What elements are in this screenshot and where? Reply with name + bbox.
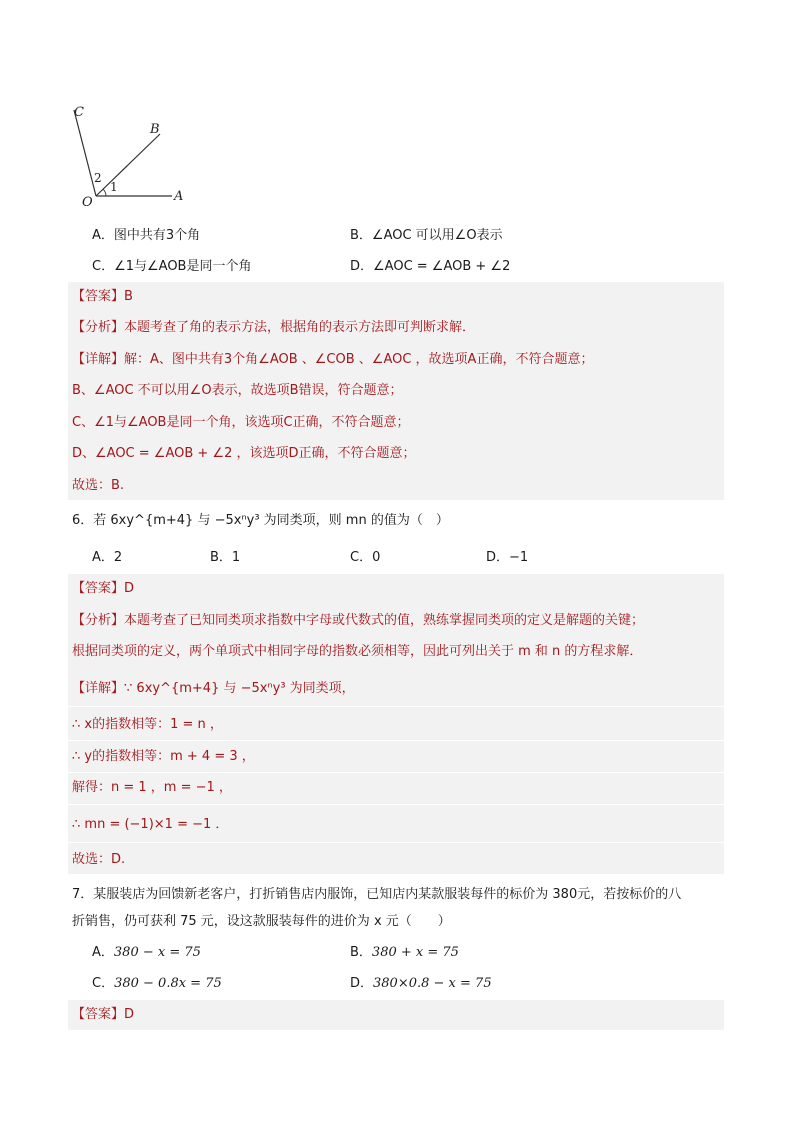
detail-label: 【详解】 bbox=[72, 681, 125, 696]
angle-figure bbox=[70, 98, 200, 208]
analysis-label: 【分析】 bbox=[72, 320, 125, 335]
q7-stem-line-2: 折销售，仍可获利 75 元，设这款服装每件的进价为 x 元（ ） bbox=[72, 914, 451, 929]
detail-label: 【详解】 bbox=[72, 352, 125, 367]
label-b: B bbox=[150, 122, 160, 137]
option-letter: D． bbox=[486, 550, 510, 565]
option-letter: D． bbox=[350, 259, 374, 274]
q5-detail-line-4: D、∠AOC = ∠AOB + ∠2 ，该选项D正确，不符合题意； bbox=[72, 446, 416, 461]
answer-value: D bbox=[124, 581, 135, 596]
ray-ob bbox=[96, 134, 160, 196]
q5-analysis bbox=[72, 319, 475, 337]
q7-option-d[interactable] bbox=[350, 975, 492, 993]
answer-value: D bbox=[124, 1007, 135, 1022]
q7-option-a[interactable] bbox=[92, 944, 201, 962]
label-c: C bbox=[74, 105, 84, 120]
q5-detail-line-3: C、∠1与∠AOB是同一个角，该选项C正确，不符合题意； bbox=[72, 415, 410, 430]
option-letter: B． bbox=[350, 945, 372, 960]
option-letter: A． bbox=[92, 550, 114, 565]
option-text: ∠AOC 可以用∠O表示 bbox=[371, 228, 503, 243]
divider bbox=[68, 842, 724, 843]
option-letter: A． bbox=[92, 228, 114, 243]
q6-option-a[interactable] bbox=[92, 549, 122, 567]
option-text: 1 bbox=[231, 550, 241, 565]
option-text: ∠AOC = ∠AOB + ∠2 bbox=[373, 259, 511, 274]
q5-answer bbox=[72, 288, 133, 306]
answer-label: 【答案】 bbox=[72, 289, 125, 304]
option-letter: C． bbox=[92, 259, 115, 274]
detail-text: 解：A、图中共有3个角∠AOB 、∠COB 、∠AOC ，故选项A正确，不符合题意； bbox=[124, 352, 594, 367]
q6-option-d[interactable] bbox=[486, 549, 528, 567]
option-text: 380×0.8 − x = 75 bbox=[373, 976, 492, 991]
q6-answer bbox=[72, 580, 134, 598]
q6-stem: 6．若 6xy^{m+4} 与 −5xⁿy³ 为同类项，则 mn 的值为（ ） bbox=[72, 513, 449, 528]
divider bbox=[68, 740, 724, 741]
option-letter: A． bbox=[92, 945, 114, 960]
q6-option-c[interactable] bbox=[350, 549, 380, 567]
q7-option-b[interactable] bbox=[350, 944, 459, 962]
q7-option-c[interactable] bbox=[92, 975, 222, 993]
option-text: 图中共有3个角 bbox=[113, 228, 201, 243]
option-text: −1 bbox=[509, 550, 529, 565]
q5-choose: 故选：B. bbox=[72, 478, 125, 493]
answer-label: 【答案】 bbox=[72, 1007, 125, 1022]
q5-option-c[interactable] bbox=[92, 258, 251, 276]
label-o: O bbox=[82, 195, 93, 208]
divider bbox=[68, 706, 724, 707]
analysis-text: 本题考查了角的表示方法，根据角的表示方法即可判断求解． bbox=[124, 320, 476, 335]
divider bbox=[68, 772, 724, 773]
q6-detail-line-4: 解得：n = 1 ，m = −1 ， bbox=[72, 780, 232, 795]
q7-stem-line-1: 7．某服装店为回馈新老客户，打折销售店内服饰，已知店内某款服装每件的标价为 380元，若按标价的八 bbox=[72, 887, 682, 902]
q6-analysis-line-1 bbox=[72, 612, 644, 630]
q6-choose: 故选：D. bbox=[72, 852, 126, 867]
label-a: A bbox=[174, 189, 184, 204]
option-letter: C． bbox=[350, 550, 373, 565]
divider bbox=[68, 804, 724, 805]
analysis-text: 本题考查了已知同类项求指数中字母或代数式的值，熟练掌握同类项的定义是解题的关键； bbox=[124, 613, 645, 628]
option-letter: C． bbox=[92, 976, 115, 991]
option-letter: B． bbox=[210, 550, 232, 565]
label-angle-1: 1 bbox=[110, 180, 118, 194]
option-text: 380 − x = 75 bbox=[113, 945, 201, 960]
option-letter: D． bbox=[350, 976, 374, 991]
angle-arc-1 bbox=[103, 189, 106, 196]
q5-detail-line-1 bbox=[72, 351, 593, 369]
q6-detail-line-5: ∴ mn = (−1)×1 = −1 ． bbox=[72, 817, 229, 832]
answer-label: 【答案】 bbox=[72, 581, 125, 596]
q5-option-b[interactable] bbox=[350, 227, 503, 245]
ray-oc bbox=[74, 110, 96, 196]
q7-solution-panel bbox=[68, 1000, 724, 1030]
q5-detail-line-2: B、∠AOC 不可以用∠O表示，故选项B错误，符合题意； bbox=[72, 383, 403, 398]
analysis-label: 【分析】 bbox=[72, 613, 125, 628]
answer-value: B bbox=[124, 289, 133, 304]
q6-option-b[interactable] bbox=[210, 549, 240, 567]
q7-answer bbox=[72, 1006, 134, 1024]
q6-analysis-line-2: 根据同类项的定义，两个单项式中相同字母的指数必须相等，因此可列出关于 m 和 n 的方程求解． bbox=[72, 644, 643, 659]
q5-option-a[interactable] bbox=[92, 227, 200, 245]
label-angle-2: 2 bbox=[94, 171, 102, 185]
option-text: 2 bbox=[113, 550, 123, 565]
q6-detail-line-3: ∴ y的指数相等：m + 4 = 3 ， bbox=[72, 749, 255, 764]
option-text: 380 − 0.8x = 75 bbox=[114, 976, 222, 991]
option-text: 380 + x = 75 bbox=[371, 945, 459, 960]
q6-detail-line-2: ∴ x的指数相等：1 = n ， bbox=[72, 717, 223, 732]
option-text: ∠1与∠AOB是同一个角 bbox=[114, 259, 252, 274]
q5-option-d[interactable] bbox=[350, 258, 510, 276]
q6-detail-line-1 bbox=[72, 680, 355, 698]
option-letter: B． bbox=[350, 228, 372, 243]
option-text: 0 bbox=[372, 550, 381, 565]
detail-text: ∵ 6xy^{m+4} 与 −5xⁿy³ 为同类项， bbox=[124, 681, 355, 696]
